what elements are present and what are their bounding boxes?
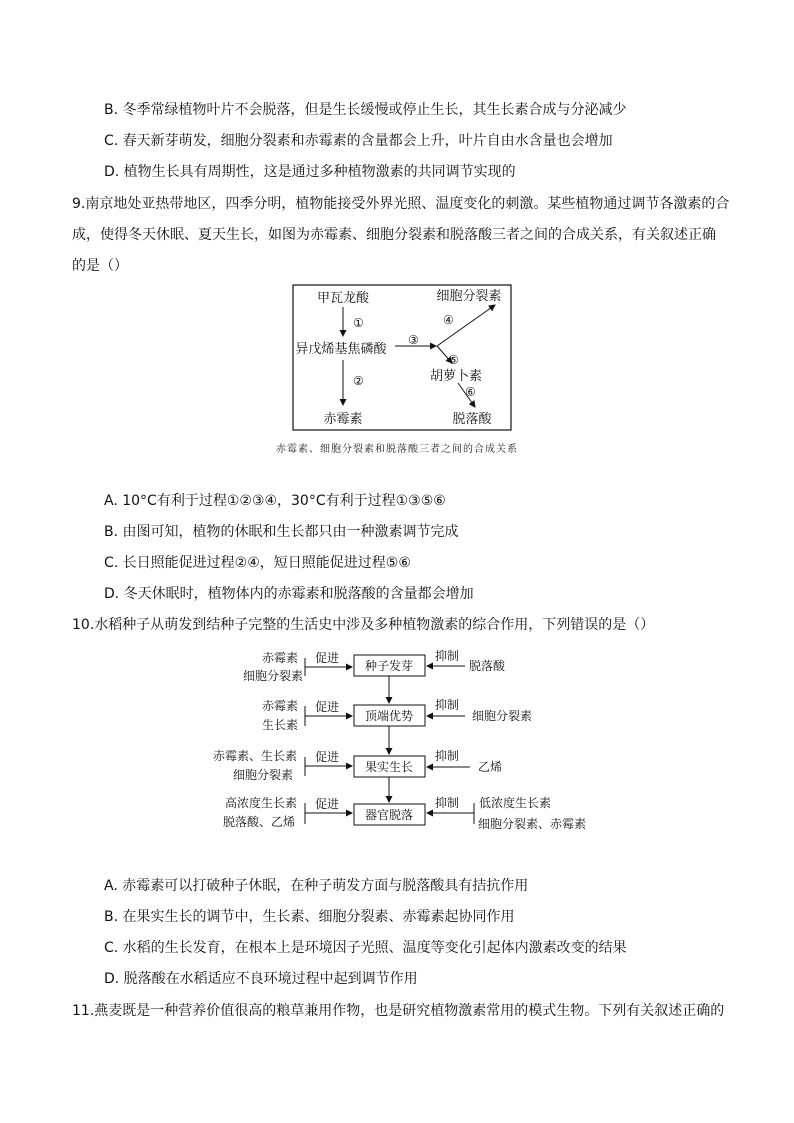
q9-stem-line-3: 的是（） [72,258,128,274]
box-label-2: 顶端优势 [364,709,414,723]
q8-option-c: C. 春天新芽萌发，细胞分裂素和赤霉素的含量都会上升，叶片自由水含量也会增加 [104,133,613,149]
step-4-marker: ④ [443,313,454,327]
row4-inhibit: 抑制 [434,796,460,810]
q10-option-d: D. 脱落酸在水稻适应不良环境过程中起到调节作用 [104,971,418,987]
row2-inhibit: 抑制 [434,698,460,712]
step-5-marker: ⑤ [448,353,459,367]
row4-left-1: 高浓度生长素 [224,796,298,810]
q9-stem-line-2: 成，使得冬天休眠、夏天生长，如图为赤霉素、细胞分裂素和脱落酸三者之间的合成关系，有关叙述正确 [72,227,716,243]
q10-option-b: B. 在果实生长的调节中，生长素、细胞分裂素、赤霉素起协同作用 [104,909,515,925]
row2-promote: 促进 [314,700,340,714]
step-6-marker: ⑥ [465,385,476,399]
row2-left-2: 生长素 [261,718,299,732]
row3-promote: 促进 [314,750,340,764]
row2-right-1: 细胞分裂素 [471,709,533,723]
ipp-label: 异戊烯基焦磷酸 [295,342,387,357]
q9-option-a: A. 10°C有利于过程①②③④，30°C有利于过程①③⑤⑥ [104,493,446,509]
row4-promote: 促进 [314,797,340,811]
q10-stem: 10.水稻种子从萌发到结种子完整的生活史中涉及多种植物激素的综合作用，下列错误的是（） [72,617,655,633]
box-label-1: 种子发芽 [364,659,414,673]
row1-right-1: 脱落酸 [468,659,506,673]
row4-left-2: 脱落酸、乙烯 [222,815,296,829]
row3-inhibit: 抑制 [434,749,460,763]
row2-left-1: 赤霉素 [261,699,299,713]
carotene-label: 胡萝卜素 [429,369,483,384]
row1-left-2: 细胞分裂素 [242,669,304,683]
q8-option-d: D. 植物生长具有周期性，这是通过多种植物激素的共同调节实现的 [104,164,516,180]
row4-right-2: 细胞分裂素、赤霉素 [477,817,587,831]
box-label-4: 器官脱落 [364,808,414,822]
diagram-border [293,285,511,430]
row1-inhibit: 抑制 [434,649,460,663]
row1-promote: 促进 [314,651,340,665]
mevalonate-label: 甲瓦龙酸 [316,291,370,306]
rice-hormone-diagram [0,640,794,840]
row4-right-1: 低浓度生长素 [478,796,552,810]
diagram-caption: 赤霉素、细胞分裂素和脱落酸三者之间的合成关系 [276,444,518,455]
q10-option-a: A. 赤霉素可以打破种子休眠，在种子萌发方面与脱落酸具有拮抗作用 [104,878,529,894]
cytokinin-label: 细胞分裂素 [436,289,502,304]
row1-left-1: 赤霉素 [261,651,299,665]
step-1-marker: ① [353,316,364,330]
q8-option-b: B. 冬季常绿植物叶片不会脱落，但是生长缓慢或停止生长，其生长素合成与分泌减少 [104,102,627,118]
gibberellin-label: 赤霉素 [323,412,363,427]
row3-left-1: 赤霉素、生长素 [212,749,298,763]
q10-option-c: C. 水稻的生长发育，在根本上是环境因子光照、温度等变化引起体内激素改变的结果 [104,940,627,956]
hormone-synthesis-diagram [0,0,794,440]
q9-option-d: D. 冬天休眠时，植物体内的赤霉素和脱落酸的含量都会增加 [104,586,474,602]
aba-label: 脱落酸 [452,412,492,427]
step-2-marker: ② [353,374,364,388]
q11-stem: 11.燕麦既是一种营养价值很高的粮草兼用作物，也是研究植物激素常用的模式生物。下列有关叙述正确的 [72,1003,725,1019]
step-3-marker: ③ [408,333,419,347]
box-label-3: 果实生长 [364,760,414,774]
row3-left-2: 细胞分裂素 [232,768,294,782]
q9-option-b: B. 由图可知，植物的休眠和生长都只由一种激素调节完成 [104,524,459,540]
q9-stem-line-1: 9.南京地处亚热带地区，四季分明，植物能接受外界光照、温度变化的刺激。某些植物通过调节各激素的合 [72,196,730,212]
row3-right-1: 乙烯 [477,760,503,774]
q9-option-c: C. 长日照能促进过程②④，短日照能促进过程⑤⑥ [104,555,411,571]
